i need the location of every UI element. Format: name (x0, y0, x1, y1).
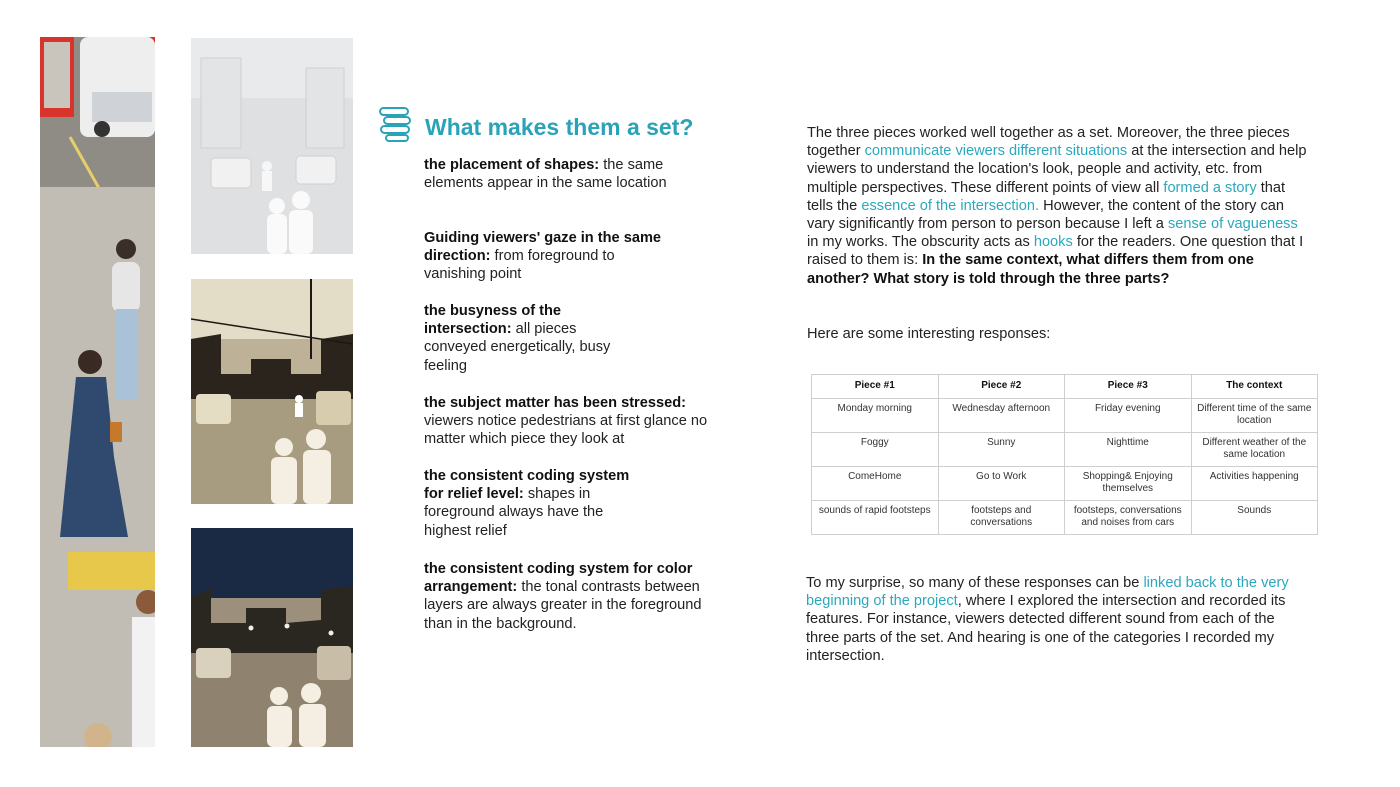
conclusion-paragraph (806, 574, 1304, 665)
relief-piece-foggy (191, 38, 353, 254)
responses-table (811, 374, 1318, 535)
table-cell: Activities happening (1191, 467, 1318, 501)
intro-paragraph (807, 124, 1312, 288)
table-header-row (812, 375, 1318, 399)
criterion-relief (424, 467, 652, 540)
conclusion-text: To my surprise, so many of these responses can be (806, 575, 1144, 591)
table-cell: Different weather of the same location (1191, 433, 1318, 467)
table-cell: Go to Work (938, 467, 1065, 501)
intro-highlight: sense of vagueness (1167, 216, 1298, 233)
criterion-title: the consistent coding system for color arrangement: (424, 561, 693, 596)
intro-text: that tells the (807, 179, 1286, 214)
intro-highlight: formed a story (1163, 179, 1257, 196)
criterion-title: the consistent coding system for relief level: (424, 468, 630, 503)
table-row (812, 501, 1318, 535)
criterion-title: the placement of shapes: (424, 157, 600, 173)
relief-piece-sunny (191, 279, 353, 504)
section-heading: What makes them a set? (425, 114, 694, 140)
table-cell: Foggy (812, 433, 939, 467)
conclusion-highlight: linked back to the very beginning of the project (806, 575, 1289, 610)
layered-stack-icon (378, 106, 414, 142)
column-header: Piece #2 (938, 375, 1065, 399)
intro-text: for the readers. One question that I raised to them is: (807, 234, 1304, 269)
intro-question: In the same context, what differs them from one another? What story is told through the three parts? (807, 252, 1254, 287)
table-row (812, 399, 1318, 433)
table-cell: footsteps and conversations (938, 501, 1065, 535)
table-cell: Friday evening (1065, 399, 1192, 433)
table-cell: footsteps, conversations and noises from cars (1065, 501, 1192, 535)
intro-text: in my works. The obscurity acts as (807, 234, 1034, 251)
table-cell: Nighttime (1065, 433, 1192, 467)
table-cell: Different time of the same location (1191, 399, 1318, 433)
criterion-text: all pieces conveyed energetically, busy feeling (424, 321, 611, 374)
relief-piece-nighttime (191, 528, 353, 747)
criterion-title: Guiding viewers' gaze in the same direction: (424, 230, 662, 265)
table-cell: Sunny (938, 433, 1065, 467)
criterion-color (424, 560, 706, 633)
table-cell: sounds of rapid footsteps (812, 501, 939, 535)
table-row (812, 433, 1318, 467)
responses-label: Here are some interesting responses: (807, 326, 1051, 342)
intro-text: The three pieces worked well together as a set. Moreover, the three pieces together (807, 125, 1290, 160)
table-cell: Sounds (1191, 501, 1318, 535)
intro-text: at the intersection and help viewers to understand the location's look, people and activity, etc. from multiple perspectives. These different points of view all (807, 143, 1307, 196)
criterion-placement (424, 156, 694, 192)
intro-highlight: essence of the intersection. (861, 197, 1040, 214)
criterion-busyness (424, 302, 634, 375)
intro-highlight: hooks (1033, 234, 1073, 251)
column-header: The context (1191, 375, 1318, 399)
criterion-gaze (424, 229, 664, 284)
criterion-text: the tonal contrasts between layers are always greater in the foreground than in the background. (424, 579, 702, 632)
column-header: Piece #1 (812, 375, 939, 399)
criterion-text: shapes in foreground always have the highest relief (424, 486, 604, 539)
criterion-subject (424, 394, 716, 449)
table-cell: Wednesday afternoon (938, 399, 1065, 433)
intro-text: However, the content of the story can vary significantly from person to person because I left a (807, 197, 1285, 233)
criterion-title: the busyness of the intersection: (424, 303, 562, 338)
criterion-text: viewers notice pedestrians at first glance no matter which piece they look at (424, 413, 708, 448)
street-photo (40, 37, 155, 747)
criterion-text: the same elements appear in the same location (424, 157, 667, 192)
table-cell: Shopping& Enjoying themselves (1065, 467, 1192, 501)
criterion-text: from foreground to vanishing point (424, 248, 615, 283)
criterion-title: the subject matter has been stressed: (424, 395, 686, 411)
conclusion-text: , where I explored the intersection and recorded its features. For instance, viewers detected different sound from each of the three parts of the set. And hearing is one of the categories I recorded my intersection. (806, 593, 1286, 664)
table-row (812, 467, 1318, 501)
table-cell: Monday morning (812, 399, 939, 433)
table-cell: ComeHome (812, 467, 939, 501)
column-header: Piece #3 (1065, 375, 1192, 399)
intro-highlight: communicate viewers different situations (864, 143, 1128, 160)
